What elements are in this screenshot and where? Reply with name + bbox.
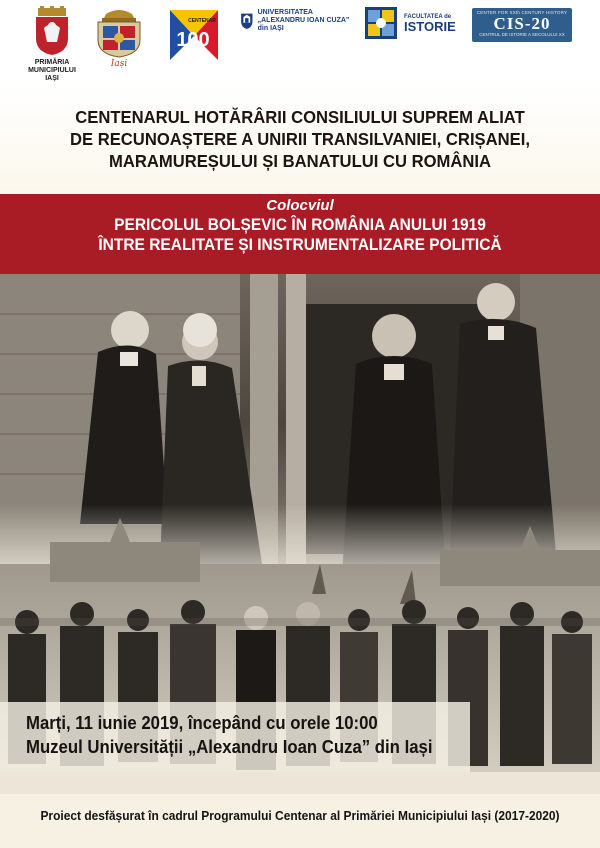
heading-line-1: CENTENARUL HOTĂRÂRII CONSILIULUI SUPREM ALIAT	[75, 107, 525, 127]
main-heading	[0, 82, 600, 194]
event-venue: Muzeul Universității „Alexandru Ioan Cuza” din Iași	[26, 737, 433, 757]
primaria-caption: PRIMĂRIA MUNICIPIULUI IAȘI	[28, 59, 76, 82]
istorie-logo	[364, 6, 460, 40]
colloquium-band	[0, 194, 600, 274]
cis20-caption-mid: CIS-20	[493, 14, 551, 33]
iasi-brand-caption: Iași	[110, 59, 128, 69]
heading-line-2: DE RECUNOAȘTERE A UNIRII TRANSILVANIEI, CRIȘANEI,	[69, 129, 530, 149]
svg-text:IAȘI: IAȘI	[198, 52, 210, 58]
svg-text:100: 100	[176, 29, 210, 51]
cis20-caption-bottom: CENTRUL DE ISTORIE A SECOLULUI XX	[479, 32, 565, 37]
colloquium-kicker: Colocviul	[266, 197, 334, 214]
colloquium-title-line-2: ÎNTRE REALITATE ȘI INSTRUMENTALIZARE POLITICĂ	[98, 236, 502, 254]
svg-text:CENTENAR: CENTENAR	[188, 18, 216, 24]
city-coat-of-arms-icon	[24, 6, 80, 56]
colloquium-title-line-1: PERICOLUL BOLȘEVIC ÎN ROMÂNIA ANULUI 1919	[114, 216, 486, 234]
istorie-caption-big: ISTORIE	[404, 18, 456, 34]
uaic-crest-icon	[240, 6, 254, 36]
centenar-logo	[164, 6, 222, 62]
heading-line-3: MARAMUREȘULUI ȘI BANATULUI CU ROMÂNIA	[108, 151, 492, 171]
istorie-caption-small: FACULTATEA de	[404, 13, 452, 20]
event-details	[0, 704, 600, 774]
event-date: Marți, 11 iunie 2019, începând cu orele 10:00	[26, 713, 378, 733]
cis20-caption-top: CENTER FOR XXth CENTURY HISTORY	[476, 10, 568, 15]
uaic-logo	[240, 6, 358, 36]
logo-strip	[0, 0, 600, 82]
footer-text: Proiect desfășurat în cadrul Programului Centenar al Primăriei Municipiului Iași (2017-2020)	[40, 808, 560, 823]
faculty-crest-icon	[364, 6, 398, 40]
centenar-100-logo	[164, 6, 222, 62]
iasi-brand-logo	[94, 6, 144, 68]
uaic-caption: UNIVERSITATEA „ALEXANDRU IOAN CUZA” din IAȘI	[257, 9, 350, 32]
primaria-logo	[24, 6, 80, 83]
footer	[0, 794, 600, 848]
iasi-crest-icon	[94, 6, 144, 58]
cis20-logo	[472, 8, 572, 42]
